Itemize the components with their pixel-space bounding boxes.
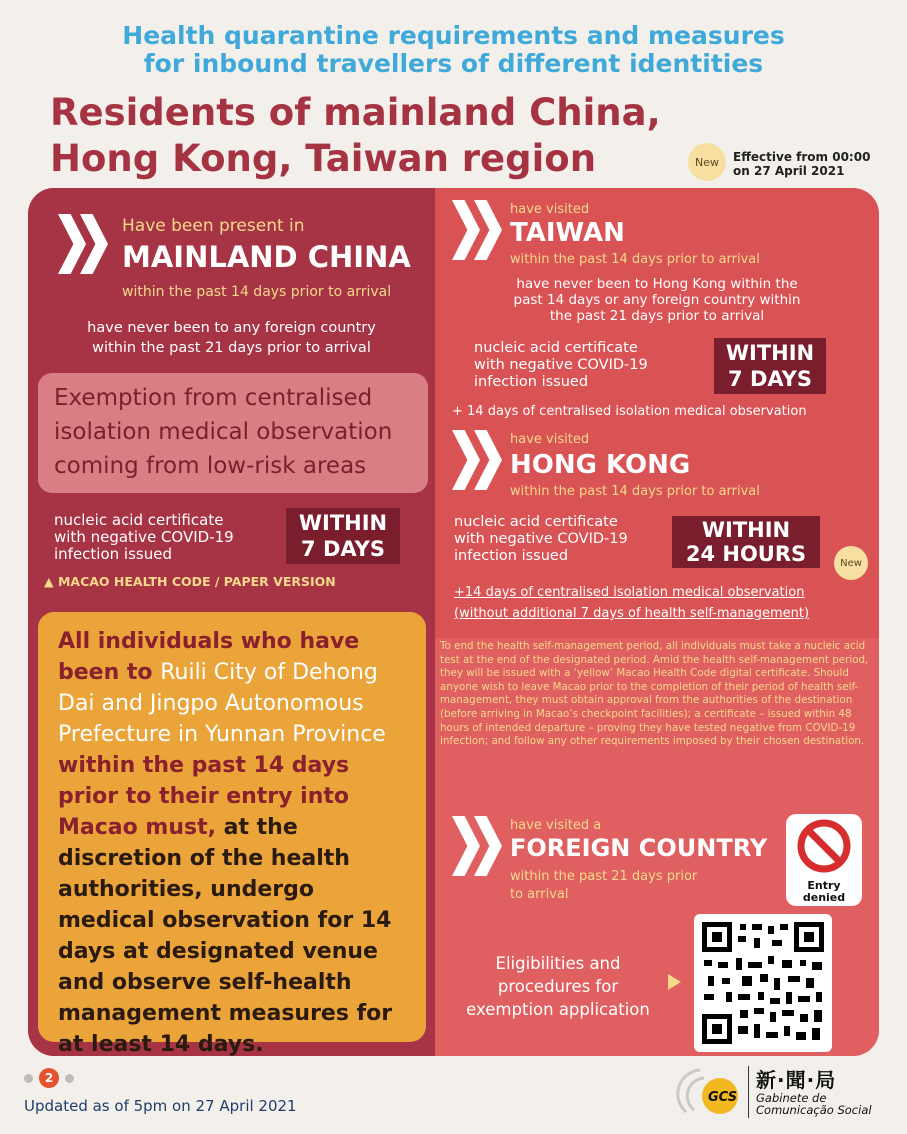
mainland-period: within the past 14 days prior to arrival — [122, 284, 392, 300]
mainland-within-line1: WITHIN — [298, 511, 388, 535]
foreign-period-line2: to arrival — [510, 887, 569, 902]
foreign-place: FOREIGN COUNTRY — [510, 834, 768, 862]
taiwan-period: within the past 14 days prior to arrival — [510, 252, 760, 267]
taiwan-place: TAIWAN — [510, 218, 625, 248]
updated-timestamp: Updated as of 5pm on 27 April 2021 — [24, 1097, 297, 1115]
exemption-line1: Eligibilities and — [495, 954, 621, 973]
taiwan-cert-line2: with negative COVID-19 — [474, 357, 648, 373]
ruili-p3: within the past 14 days prior to their entry into Macao must, — [58, 753, 350, 840]
foreign-pre: have visited a — [510, 818, 602, 833]
chevron-icon-foreign — [452, 816, 496, 876]
exemption-application — [452, 952, 664, 1021]
mainland-within-line2: 7 DAYS — [301, 537, 385, 561]
foreign-period — [510, 868, 697, 904]
taiwan-cert-line3: infection issued — [474, 374, 589, 390]
mainland-within-badge — [286, 508, 400, 564]
chevron-icon-mainland — [58, 214, 102, 274]
hongkong-isolation-line1: +14 days of centralised isolation medical observation — [454, 585, 805, 600]
hongkong-cert-line1: nucleic acid certificate — [454, 514, 618, 530]
taiwan-cond-line3: the past 21 days prior to arrival — [549, 308, 765, 324]
page-dot-1[interactable] — [24, 1074, 33, 1083]
logo-line1: Gabinete de — [756, 1091, 827, 1105]
taiwan-cond-line2: past 14 days or any foreign country within — [513, 292, 801, 308]
taiwan-isolation: + 14 days of centralised isolation medical observation — [452, 404, 807, 419]
exemption-box — [38, 373, 428, 493]
exempt-line2: isolation medical observation — [54, 419, 393, 445]
taiwan-cert-line1: nucleic acid certificate — [474, 340, 638, 356]
taiwan-condition — [435, 276, 879, 324]
entry-denied-card — [786, 814, 862, 906]
hongkong-pre: have visited — [510, 432, 590, 447]
main-title-line2: for inbound travellers of different identities — [143, 49, 764, 78]
subtitle-line2: Hong Kong, Taiwan region — [50, 137, 597, 180]
hongkong-within-line1: WITHIN — [701, 518, 791, 542]
logo-line2: Comunicação Social — [756, 1103, 872, 1117]
effective-line2: on 27 April 2021 — [733, 164, 845, 178]
entry-denied-line2: denied — [802, 891, 846, 904]
macao-health-code: ▲ MACAO HEALTH CODE / PAPER VERSION — [44, 574, 336, 589]
gcs-letters: GCS — [708, 1090, 738, 1105]
mainland-pre: Have been present in — [122, 216, 305, 236]
mainland-place: MAINLAND CHINA — [122, 240, 411, 274]
hongkong-period: within the past 14 days prior to arrival — [510, 484, 760, 499]
hongkong-place: HONG KONG — [510, 450, 691, 480]
mainland-cond-line1: have never been to any foreign country — [87, 320, 376, 336]
exemption-line3: exemption application — [466, 1000, 650, 1019]
arrow-right-icon — [668, 974, 681, 990]
qr-code-icon — [702, 922, 824, 1044]
chevron-icon-hongkong — [452, 430, 496, 490]
taiwan-cert — [474, 340, 648, 391]
exempt-line1: Exemption from centralised — [54, 385, 373, 411]
ruili-p1: All individuals who have been to — [58, 629, 360, 685]
hongkong-cert-line3: infection issued — [454, 548, 569, 564]
hongkong-cert — [454, 514, 628, 565]
taiwan-within-badge — [714, 338, 826, 394]
chevron-icon-taiwan — [452, 200, 496, 260]
mainland-cert — [54, 512, 234, 563]
logo-portuguese — [756, 1092, 872, 1116]
pagination — [24, 1068, 74, 1088]
mainland-cert-line1: nucleic acid certificate — [54, 511, 224, 529]
foreign-period-line1: within the past 21 days prior — [510, 869, 698, 884]
logo-chinese: 新·聞·局 — [756, 1068, 837, 1092]
mainland-cond-line2: within the past 21 days prior to arrival — [92, 340, 371, 356]
ruili-box — [38, 612, 426, 1056]
page-dot-3[interactable] — [65, 1074, 74, 1083]
hongkong-isolation-line2: (without additional 7 days of health self-management) — [454, 606, 810, 621]
mainland-cert-line3: infection issued — [54, 545, 172, 563]
hongkong-isolation — [454, 582, 809, 624]
page-dot-2-active[interactable]: 2 — [39, 1068, 59, 1088]
effective-line1: Effective from 00:00 — [733, 150, 871, 164]
hongkong-cert-line2: with negative COVID-19 — [454, 531, 628, 547]
mainland-condition — [28, 318, 435, 358]
exemption-line2: procedures for — [497, 977, 619, 996]
gcs-logo — [674, 1060, 894, 1124]
ruili-p4: at the discretion of the health authorities, undergo medical observation for 14 days at designated venue and observe self-health management measures for at least 14 days. — [58, 815, 393, 1056]
main-panel — [28, 188, 879, 1056]
taiwan-within-line1: WITHIN — [725, 341, 815, 365]
logo-divider — [748, 1066, 749, 1118]
effective-date — [733, 150, 870, 178]
subtitle-line1: Residents of mainland China, — [50, 91, 661, 134]
ruili-p2: Ruili City of Dehong Dai and Jingpo Autonomous Prefecture in Yunnan Province — [58, 660, 386, 747]
entry-denied-line1: Entry — [807, 879, 841, 892]
hongkong-within-line2: 24 HOURS — [685, 542, 807, 566]
hongkong-new-badge: New — [834, 546, 868, 580]
taiwan-within-line2: 7 DAYS — [728, 367, 812, 391]
new-badge: New — [688, 143, 726, 181]
entry-denied-label — [786, 880, 862, 904]
qr-code[interactable] — [694, 914, 832, 1052]
no-entry-icon — [786, 814, 862, 876]
taiwan-cond-line1: have never been to Hong Kong within the — [516, 276, 798, 292]
self-management-text: To end the health self-management period, all individuals must take a nucleic acid test at the end of the designated period. Amid the health self-management period, they will be issued with a ‘yellow’ Macao Health Code digital certificate. Should anyone wish to leave Macao prior to the completion of their period of health self-management, they must obtain approval from the authorities of the destination (before arriving in Macao’s checkpoint facilities); a certificate – issued within 48 hours of intended departure – proving they have tested negative from COVID-19 infection; and follow any other requirements imposed by their chosen destination. — [440, 640, 869, 748]
mainland-cert-line2: with negative COVID-19 — [54, 528, 234, 546]
hongkong-within-badge — [672, 516, 820, 568]
taiwan-pre: have visited — [510, 202, 590, 217]
exempt-line3: coming from low-risk areas — [54, 453, 367, 479]
main-title-line1: Health quarantine requirements and measures — [122, 21, 785, 50]
